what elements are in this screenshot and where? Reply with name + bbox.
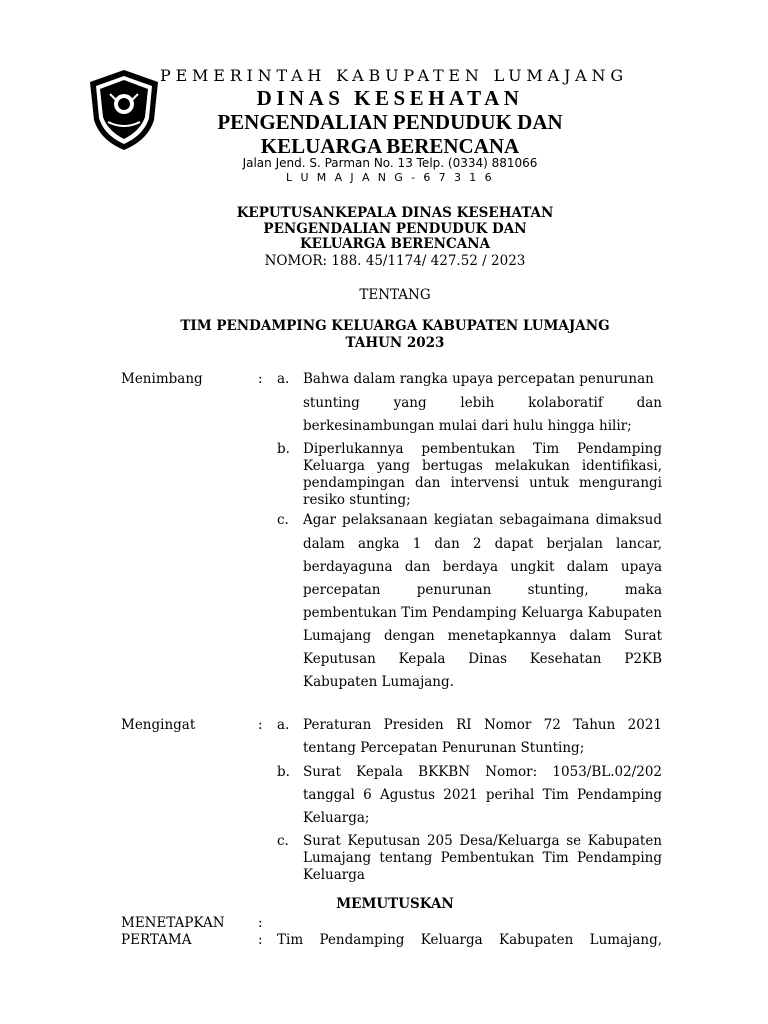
menimbang-label: Menimbang — [121, 371, 203, 387]
pertama-colon: : — [258, 932, 263, 948]
menimbang-item-b-line: resiko stunting; — [303, 492, 411, 508]
menimbang-item-a-line: stunting yang lebih kolaboratif dan — [303, 395, 662, 411]
agency-name: DINAS KESEHATAN — [256, 86, 524, 110]
menimbang-item-c-line: dalam angka 1 dan 2 dapat berjalan lancar, — [303, 536, 662, 552]
decree-title-3: KELUARGA BERENCANA — [299, 236, 491, 252]
menimbang-item-c-line: Lumajang dengan menetapkannya dalam Surat — [303, 628, 662, 644]
menetapkan-colon: : — [258, 915, 263, 931]
menimbang-item-c-line: pembentukan Tim Pendamping Keluarga Kabupaten — [303, 605, 662, 621]
pertama-label: PERTAMA — [121, 932, 192, 948]
mengingat-item-c-line: Lumajang tentang Pembentukan Tim Pendamping — [303, 850, 662, 866]
menimbang-item-c-letter: c. — [277, 512, 289, 528]
agency-subname-1: PENGENDALIAN PENDUDUK DAN — [217, 110, 563, 134]
decree-subject-2: TAHUN 2023 — [345, 335, 445, 351]
menimbang-item-a-letter: a. — [277, 371, 290, 387]
decree-title-1: KEPUTUSANKEPALA DINAS KESEHATAN — [236, 205, 554, 221]
menimbang-item-b-line: pendampingan dan intervensi untuk mengurangi — [303, 475, 662, 491]
menimbang-item-b-line: Diperlukannya pembentukan Tim Pendamping — [303, 441, 662, 457]
menimbang-item-c-line: percepatan penurunan stunting, maka — [303, 582, 662, 598]
kabupaten-lumajang-emblem — [88, 68, 160, 152]
decree-subject-1: TIM PENDAMPING KELUARGA KABUPATEN LUMAJANG — [180, 318, 610, 334]
mengingat-item-a-letter: a. — [277, 717, 290, 733]
mengingat-item-a-line: tentang Percepatan Penurunan Stunting; — [303, 740, 585, 756]
agency-subname-2: KELUARGA BERENCANA — [260, 134, 520, 158]
menimbang-item-b-letter: b. — [277, 441, 290, 457]
agency-address: Jalan Jend. S. Parman No. 13 Telp. (0334) 881066 — [242, 156, 538, 170]
tentang-heading: TENTANG — [359, 287, 431, 303]
mengingat-item-c-line: Keluarga — [303, 867, 365, 883]
menimbang-item-c-line: Keputusan Kepala Dinas Kesehatan P2KB — [303, 651, 662, 667]
mengingat-label: Mengingat — [121, 717, 196, 733]
mengingat-item-b-line: tanggal 6 Agustus 2021 perihal Tim Pendamping — [303, 787, 662, 803]
pertama-text: Tim Pendamping Keluarga Kabupaten Lumajang, — [277, 932, 662, 948]
menimbang-item-c-line: Kabupaten Lumajang. — [303, 674, 454, 690]
mengingat-colon: : — [258, 717, 263, 733]
menetapkan-label: MENETAPKAN — [121, 915, 225, 931]
menimbang-colon: : — [258, 371, 263, 387]
mengingat-item-b-letter: b. — [277, 764, 290, 780]
menimbang-item-b-line: Keluarga yang bertugas melakukan identifikasi, — [303, 458, 662, 474]
decree-number: NOMOR: 188. 45/1174/ 427.52 / 2023 — [264, 253, 526, 269]
menimbang-item-c-line: berdayaguna dan berdaya ungkit dalam upaya — [303, 559, 662, 575]
menimbang-item-a-line: Bahwa dalam rangka upaya percepatan penurunan — [303, 371, 654, 387]
decree-title-2: PENGENDALIAN PENDUDUK DAN — [263, 221, 527, 237]
memutuskan-heading: MEMUTUSKAN — [336, 896, 454, 912]
mengingat-item-c-line: Surat Keputusan 205 Desa/Keluarga se Kabupaten — [303, 833, 662, 849]
menimbang-item-a-line: berkesinambungan mulai dari hulu hingga hilir; — [303, 418, 632, 434]
menimbang-item-c-line: Agar pelaksanaan kegiatan sebagaimana dimaksud — [303, 512, 662, 528]
mengingat-item-b-line: Surat Kepala BKKBN Nomor: 1053/BL.02/202 — [303, 764, 662, 780]
mengingat-item-a-line: Peraturan Presiden RI Nomor 72 Tahun 2021 — [303, 717, 662, 733]
government-name: PEMERINTAH KABUPATEN LUMAJANG — [160, 66, 628, 85]
mengingat-item-b-line: Keluarga; — [303, 810, 370, 826]
agency-city: L U M A J A N G - 6 7 3 1 6 — [286, 171, 494, 184]
mengingat-item-c-letter: c. — [277, 833, 289, 849]
